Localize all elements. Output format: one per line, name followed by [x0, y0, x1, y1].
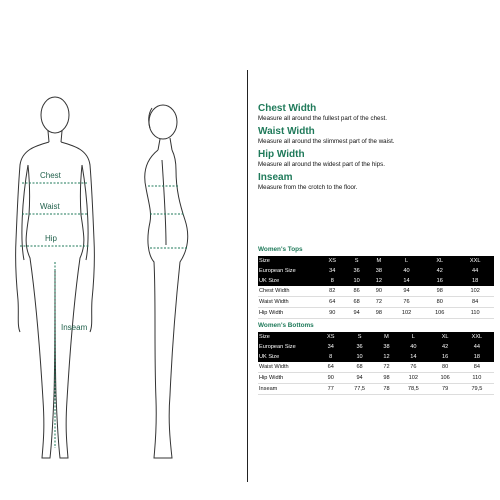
table-cell: L — [396, 332, 430, 342]
table-cell: 68 — [342, 362, 376, 373]
row-label: Hip Width — [258, 373, 319, 384]
side-body-figure — [145, 105, 188, 458]
table-cell: 8 — [319, 276, 346, 286]
table-cell: 14 — [396, 352, 430, 362]
table-cell: XL — [430, 332, 459, 342]
table-cell: 38 — [377, 342, 397, 352]
waist-label: Waist — [40, 202, 60, 211]
definition-term: Inseam — [258, 172, 293, 183]
table-cell: M — [368, 256, 390, 266]
table-cell: 34 — [319, 342, 342, 352]
definition-text: Measure from the crotch to the floor. — [258, 184, 358, 191]
definition-text: Measure all around the widest part of the hips. — [258, 161, 385, 168]
table-cell: 90 — [319, 308, 346, 319]
womens-tops-title: Women's Tops — [258, 246, 303, 253]
table-cell: 94 — [390, 286, 423, 297]
table-cell: 102 — [396, 373, 430, 384]
table-row — [258, 297, 494, 308]
table-cell: S — [342, 332, 376, 342]
row-label: UK Size — [258, 352, 319, 362]
table-cell: 79 — [430, 384, 459, 395]
table-row — [258, 342, 494, 352]
table-row — [258, 286, 494, 297]
definition-text: Measure all around the slimmest part of the waist. — [258, 138, 395, 145]
table-cell: 42 — [430, 342, 459, 352]
definition-term: Waist Width — [258, 126, 315, 137]
chest-label: Chest — [40, 171, 61, 180]
table-cell: 98 — [377, 373, 397, 384]
vertical-divider — [247, 70, 248, 482]
inseam-label: Inseam — [61, 323, 88, 332]
table-row — [258, 362, 494, 373]
measurement-definitions — [258, 100, 494, 192]
table-row — [258, 256, 494, 266]
table-cell: XS — [319, 332, 342, 342]
table-cell: 76 — [396, 362, 430, 373]
definition-chest — [258, 103, 494, 123]
table-cell: L — [390, 256, 423, 266]
table-cell: 78 — [377, 384, 397, 395]
table-cell: 79,5 — [460, 384, 494, 395]
table-cell: 78,5 — [396, 384, 430, 395]
definition-inseam — [258, 172, 494, 192]
table-cell: 106 — [430, 373, 459, 384]
table-cell: 86 — [346, 286, 368, 297]
table-cell: 72 — [377, 362, 397, 373]
row-label: UK Size — [258, 276, 319, 286]
definition-term: Hip Width — [258, 149, 305, 160]
row-label: Waist Width — [258, 297, 319, 308]
table-row — [258, 276, 494, 286]
row-label: Inseam — [258, 384, 319, 395]
table-cell: 34 — [319, 266, 346, 276]
table-cell: XS — [319, 256, 346, 266]
table-row — [258, 384, 494, 395]
table-cell: 106 — [423, 308, 456, 319]
table-cell: 110 — [460, 373, 494, 384]
row-label: European Size — [258, 266, 319, 276]
body-measurement-figures — [0, 0, 240, 500]
table-cell: 12 — [368, 276, 390, 286]
table-cell: 36 — [342, 342, 376, 352]
table-cell: 80 — [430, 362, 459, 373]
table-cell: 10 — [346, 276, 368, 286]
womens-bottoms-title: Women's Bottoms — [258, 322, 314, 329]
table-cell: 80 — [423, 297, 456, 308]
table-cell: 18 — [460, 352, 494, 362]
womens-tops-table — [258, 256, 494, 319]
row-label: European Size — [258, 342, 319, 352]
hip-label: Hip — [45, 234, 58, 243]
table-cell: 40 — [390, 266, 423, 276]
table-row — [258, 352, 494, 362]
table-cell: 77,5 — [342, 384, 376, 395]
table-cell: XXL — [460, 332, 494, 342]
table-cell: 42 — [423, 266, 456, 276]
table-row — [258, 266, 494, 276]
table-cell: 38 — [368, 266, 390, 276]
definition-term: Chest Width — [258, 103, 317, 114]
table-cell: 16 — [430, 352, 459, 362]
table-cell: XL — [423, 256, 456, 266]
row-label: Size — [258, 256, 319, 266]
row-label: Size — [258, 332, 319, 342]
womens-bottoms-table — [258, 332, 494, 395]
table-cell: 44 — [456, 266, 494, 276]
definition-waist — [258, 126, 494, 146]
table-cell: XXL — [456, 256, 494, 266]
table-cell: 68 — [346, 297, 368, 308]
definition-hip — [258, 149, 494, 169]
table-cell: 90 — [368, 286, 390, 297]
row-label: Chest Width — [258, 286, 319, 297]
table-cell: S — [346, 256, 368, 266]
table-cell: 94 — [346, 308, 368, 319]
table-cell: 8 — [319, 352, 342, 362]
table-cell: 77 — [319, 384, 342, 395]
table-cell: 64 — [319, 297, 346, 308]
table-cell: 82 — [319, 286, 346, 297]
table-cell: 76 — [390, 297, 423, 308]
row-label: Hip Width — [258, 308, 319, 319]
table-cell: 84 — [456, 297, 494, 308]
table-cell: 64 — [319, 362, 342, 373]
table-cell: 94 — [342, 373, 376, 384]
table-cell: 40 — [396, 342, 430, 352]
table-cell: 102 — [456, 286, 494, 297]
table-cell: 36 — [346, 266, 368, 276]
table-cell: 44 — [460, 342, 494, 352]
table-cell: 10 — [342, 352, 376, 362]
table-cell: 98 — [423, 286, 456, 297]
table-cell: 84 — [460, 362, 494, 373]
table-cell: 102 — [390, 308, 423, 319]
table-cell: M — [377, 332, 397, 342]
table-row — [258, 308, 494, 319]
row-label: Waist Width — [258, 362, 319, 373]
table-cell: 18 — [456, 276, 494, 286]
table-cell: 90 — [319, 373, 342, 384]
table-row — [258, 332, 494, 342]
table-row — [258, 373, 494, 384]
table-cell: 16 — [423, 276, 456, 286]
table-cell: 12 — [377, 352, 397, 362]
table-cell: 98 — [368, 308, 390, 319]
table-cell: 110 — [456, 308, 494, 319]
table-cell: 72 — [368, 297, 390, 308]
definition-text: Measure all around the fullest part of the chest. — [258, 115, 387, 122]
table-cell: 14 — [390, 276, 423, 286]
